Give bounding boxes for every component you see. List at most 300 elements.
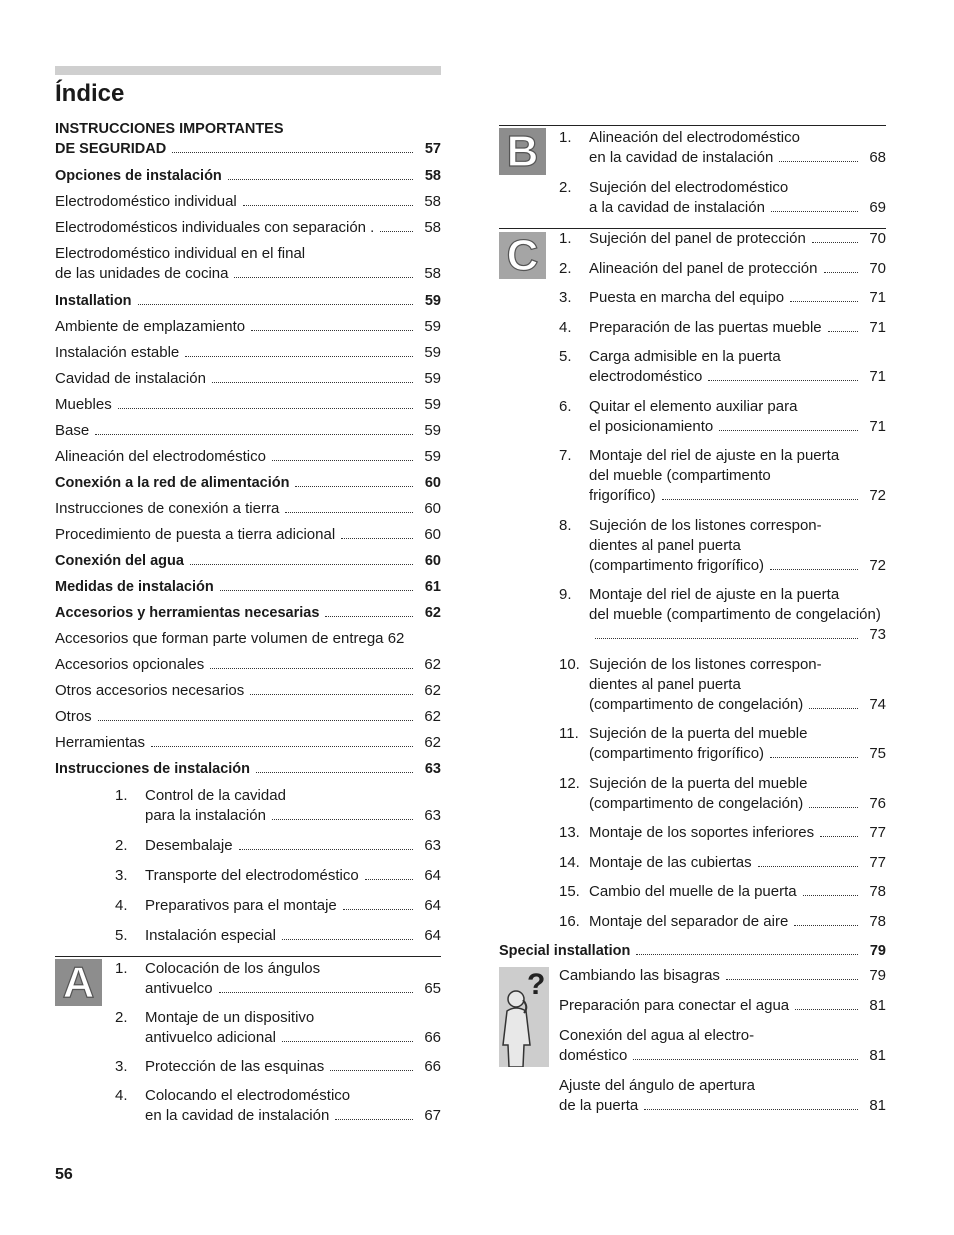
dot-leader <box>330 1070 413 1071</box>
entry-page: 68 <box>869 149 886 166</box>
block-c-step <box>559 229 886 249</box>
block-c-steps <box>559 229 886 932</box>
entry-page: 74 <box>869 695 886 713</box>
entry-text: Instalación especial <box>145 927 276 944</box>
entry-text: Herramientas <box>55 734 146 751</box>
block-c-step <box>559 912 886 932</box>
entry-line <box>55 473 441 493</box>
entry-line <box>55 218 441 238</box>
entry-text: Montaje de las cubiertas <box>589 853 752 871</box>
entry-page: 59 <box>424 293 441 309</box>
dot-leader <box>828 331 858 332</box>
toc-entry <box>55 681 441 701</box>
install-step <box>115 866 441 886</box>
entry-text: Conexión del agua al electro- <box>559 1027 755 1044</box>
entry-line <box>589 794 886 814</box>
entry-page: 62 <box>424 605 441 621</box>
special-entry <box>559 996 886 1016</box>
entry-line <box>55 551 441 571</box>
block-c-step <box>559 397 886 437</box>
entry-text: Accesorios y herramientas necesarias <box>55 605 320 621</box>
entry-line <box>589 744 886 764</box>
entry-text: Colocando el electrodoméstico <box>145 1087 351 1104</box>
entry-page: 60 <box>424 526 441 543</box>
block-b-section <box>499 125 886 218</box>
entry-line <box>55 317 441 337</box>
special-entry <box>559 1026 886 1066</box>
entry-text: antivuelco <box>145 980 213 997</box>
entry-text: Instrucciones de conexión a tierra <box>55 500 280 517</box>
entry-line <box>55 655 441 675</box>
entry-line <box>559 966 886 986</box>
dot-leader <box>251 330 413 331</box>
block-c-step <box>559 882 886 902</box>
entry-text: de la puerta <box>559 1097 639 1114</box>
entry-page: 59 <box>424 448 441 465</box>
entry-line <box>55 447 441 467</box>
entry-page: 58 <box>424 219 441 236</box>
entry-page: 72 <box>869 487 886 504</box>
block-c-step <box>559 318 886 338</box>
entry-text: Electrodomésticos individuales con separación . <box>55 219 375 236</box>
entry-text: electrodoméstico <box>589 368 703 385</box>
entry-text: Accesorios que forman parte volumen de entrega 62 <box>55 630 405 647</box>
entry-text: Preparación para conectar el agua <box>559 997 790 1014</box>
entry-text: Alineación del panel de protección <box>589 259 818 277</box>
entry-line <box>145 1057 441 1077</box>
entry-line <box>589 625 886 645</box>
entry-page: 70 <box>869 230 886 247</box>
block-b-steps <box>559 128 886 218</box>
entry-text: DE SEGURIDAD <box>55 141 167 157</box>
entry-line <box>589 486 886 506</box>
entry-page: 72 <box>869 556 886 574</box>
dot-leader <box>295 486 413 487</box>
toc-section <box>55 603 441 623</box>
entry-line <box>145 836 441 856</box>
block-c-step <box>559 655 886 715</box>
toc-section <box>55 473 441 493</box>
entry-text: Puesta en marcha del equipo <box>589 289 785 306</box>
toc-section <box>55 291 441 311</box>
dot-leader <box>595 638 858 639</box>
entry-number: 1. <box>115 960 128 977</box>
entry-text: Electrodoméstico individual en el final <box>55 245 306 262</box>
entry-number: 4. <box>115 1087 128 1104</box>
entry-line <box>55 733 441 753</box>
toc-section <box>55 759 441 779</box>
entry-line <box>145 896 441 916</box>
entry-text: a la cavidad de instalación <box>589 199 765 216</box>
block-c-step <box>559 774 886 814</box>
entry-number: 1. <box>559 230 572 247</box>
entry-line <box>589 853 886 873</box>
toc-entry <box>55 421 441 441</box>
block-b-step <box>559 128 886 168</box>
toc-entry <box>55 707 441 727</box>
entry-text: Sujeción de los listones correspon- <box>589 655 822 673</box>
dot-leader <box>812 242 858 243</box>
entry-text: dientes al panel puerta <box>589 675 741 693</box>
toc-entry <box>55 369 441 389</box>
entry-number: 8. <box>559 516 572 534</box>
entry-line <box>589 695 886 715</box>
dot-leader <box>380 231 413 232</box>
help-person-icon <box>499 967 549 1067</box>
block-c-section <box>499 228 886 932</box>
entry-page: 64 <box>424 897 441 914</box>
dot-leader <box>151 746 413 747</box>
dot-leader <box>771 211 858 212</box>
dot-leader <box>220 590 413 591</box>
block-b-badge: B <box>499 128 546 175</box>
entry-text: para la instalación <box>145 807 266 824</box>
dot-leader <box>794 925 858 926</box>
block-c-step <box>559 347 886 387</box>
dot-leader <box>662 499 858 500</box>
block-c-step <box>559 259 886 279</box>
entry-line <box>589 556 886 576</box>
entry-line <box>55 707 441 727</box>
entry-page: 75 <box>869 745 886 762</box>
entry-text: Alineación del electrodoméstico <box>55 448 266 465</box>
entry-page: 58 <box>424 265 441 282</box>
dot-leader <box>719 430 858 431</box>
dot-leader <box>185 356 413 357</box>
entry-line <box>55 395 441 415</box>
page-title: Índice <box>55 80 125 107</box>
entry-page: 71 <box>869 368 886 385</box>
entry-text: Protección de las esquinas <box>145 1058 325 1075</box>
entry-page: 58 <box>424 193 441 210</box>
entry-text: Opciones de instalación <box>55 168 222 184</box>
entry-page: 73 <box>869 626 886 643</box>
entry-number: 16. <box>559 912 580 930</box>
dot-leader <box>172 152 413 153</box>
dot-leader <box>758 866 858 867</box>
entry-text: Installation <box>55 293 132 309</box>
entry-text: Carga admisible en la puerta <box>589 348 781 365</box>
entry-text: Procedimiento de puesta a tierra adicional <box>55 526 336 543</box>
entry-line <box>145 1106 441 1126</box>
dot-leader <box>790 301 858 302</box>
entry-text: Cavidad de instalación <box>55 370 206 387</box>
entry-page: 71 <box>869 417 886 435</box>
dot-leader <box>770 569 858 570</box>
entry-line <box>55 166 441 186</box>
entry-page: 66 <box>424 1029 441 1046</box>
dot-leader <box>243 205 413 206</box>
entry-page: 81 <box>869 1047 886 1064</box>
dot-leader <box>335 1119 413 1120</box>
entry-text: Base <box>55 422 90 439</box>
block-a-section <box>55 956 441 1126</box>
dot-leader <box>212 382 413 383</box>
dot-leader <box>770 757 858 758</box>
special-installation-entries <box>559 966 886 1116</box>
toc-left-entries <box>55 119 441 779</box>
entry-text: Desembalaje <box>145 837 233 854</box>
toc-section <box>55 577 441 597</box>
block-c-step <box>559 446 886 506</box>
entry-number: 3. <box>115 867 128 884</box>
dot-leader <box>239 849 413 850</box>
entry-line <box>55 759 441 779</box>
entry-line <box>55 264 441 284</box>
toc-right-column <box>499 125 886 1126</box>
entry-line <box>589 229 886 249</box>
toc-entry <box>55 192 441 212</box>
entry-page: 58 <box>424 168 441 184</box>
entry-page: 62 <box>424 656 441 673</box>
dot-leader <box>256 772 413 773</box>
entry-number: 5. <box>115 927 128 944</box>
entry-page: 76 <box>869 794 886 812</box>
toc-entry <box>55 343 441 363</box>
entry-text: Sujeción de la puerta del mueble <box>589 725 808 742</box>
entry-text: de las unidades de cocina <box>55 265 229 282</box>
entry-line <box>55 603 441 623</box>
block-a-steps <box>115 959 441 1126</box>
entry-page: 60 <box>424 475 441 491</box>
entry-page: 69 <box>869 199 886 216</box>
dot-leader <box>228 179 413 180</box>
toc-entry <box>55 629 441 649</box>
dot-leader <box>644 1109 858 1110</box>
entry-line <box>145 1028 441 1048</box>
entry-page: 59 <box>424 318 441 335</box>
entry-page: 78 <box>869 912 886 930</box>
block-a-step <box>115 1086 441 1126</box>
toc-section <box>55 166 441 186</box>
entry-number: 2. <box>559 259 572 277</box>
entry-line <box>559 1096 886 1116</box>
entry-page: 63 <box>424 837 441 854</box>
entry-number: 1. <box>115 787 128 804</box>
entry-line <box>589 367 886 387</box>
dot-leader <box>809 807 858 808</box>
dot-leader <box>365 879 413 880</box>
entry-text: Sujeción del electrodoméstico <box>589 179 789 196</box>
entry-line <box>589 318 886 338</box>
entry-text: el posicionamiento <box>589 417 714 435</box>
toc-entry <box>55 218 441 238</box>
entry-line <box>589 417 886 437</box>
entry-text: del mueble (compartimento de congelación) <box>589 606 881 623</box>
entry-text: antivuelco adicional <box>145 1029 276 1046</box>
entry-page: 71 <box>869 289 886 306</box>
entry-number: 14. <box>559 853 580 871</box>
dot-leader <box>282 1041 413 1042</box>
entry-text: Instalación estable <box>55 344 180 361</box>
header-rule <box>55 66 441 75</box>
entry-text: Conexión del agua <box>55 553 184 569</box>
entry-text: (compartimento frigorífico) <box>589 556 765 574</box>
entry-page: 57 <box>424 141 441 157</box>
entry-page: 59 <box>424 344 441 361</box>
entry-page: 66 <box>424 1058 441 1075</box>
page-number: 56 <box>55 1166 73 1183</box>
entry-page: 62 <box>424 734 441 751</box>
install-step <box>115 896 441 916</box>
toc-entry <box>55 499 441 519</box>
entry-text: Otros accesorios necesarios <box>55 682 245 699</box>
toc-entry <box>55 317 441 337</box>
dot-leader <box>809 708 858 709</box>
block-a-step <box>115 1008 441 1048</box>
dot-leader <box>325 616 413 617</box>
dot-leader <box>633 1059 858 1060</box>
dot-leader <box>272 819 413 820</box>
entry-number: 4. <box>559 318 572 336</box>
entry-text: en la cavidad de instalación <box>145 1107 330 1124</box>
dot-leader <box>341 538 413 539</box>
entry-line <box>559 1046 886 1066</box>
install-steps <box>115 786 441 946</box>
entry-text: Montaje del riel de ajuste en la puerta <box>589 447 840 464</box>
entry-page: 62 <box>424 708 441 725</box>
dot-leader <box>190 564 413 565</box>
entry-page: 63 <box>424 761 441 777</box>
dot-leader <box>250 694 413 695</box>
entry-text: Quitar el elemento auxiliar para <box>589 397 798 415</box>
toc-entry <box>55 525 441 545</box>
dot-leader <box>95 434 413 435</box>
entry-page: 61 <box>424 579 441 595</box>
entry-line <box>145 806 441 826</box>
entry-page: 59 <box>424 422 441 439</box>
entry-text: Ajuste del ángulo de apertura <box>559 1077 755 1094</box>
entry-text: en la cavidad de instalación <box>589 149 774 166</box>
entry-page: 79 <box>869 967 886 984</box>
block-a-badge: A <box>55 959 102 1006</box>
entry-number: 5. <box>559 348 572 365</box>
entry-text: doméstico <box>559 1047 628 1064</box>
entry-text: Sujeción de los listones correspon- <box>589 516 822 534</box>
entry-text: frigorífico) <box>589 487 656 504</box>
entry-page: 67 <box>424 1107 441 1124</box>
entry-text: del mueble (compartimento <box>589 467 771 484</box>
entry-page: 71 <box>869 318 886 336</box>
svg-text:?: ? <box>527 968 546 1001</box>
entry-text: Cambio del muelle de la puerta <box>589 883 797 900</box>
entry-line <box>55 343 441 363</box>
entry-text: INSTRUCCIONES IMPORTANTES <box>55 121 284 137</box>
entry-text: Otros <box>55 708 92 725</box>
entry-line <box>55 139 441 159</box>
entry-number: 9. <box>559 586 572 603</box>
install-step <box>115 836 441 856</box>
entry-page: 81 <box>869 1097 886 1114</box>
entry-text: (compartimento frigorífico) <box>589 745 765 762</box>
entry-number: 2. <box>115 837 128 854</box>
toc-entry <box>55 447 441 467</box>
entry-line <box>559 996 886 1016</box>
block-c-step <box>559 823 886 843</box>
dot-leader <box>285 512 413 513</box>
entry-text: (compartimento de congelación) <box>589 695 804 713</box>
entry-number: 11. <box>559 725 579 742</box>
entry-text: Sujeción de la puerta del mueble <box>589 774 808 792</box>
entry-line <box>589 823 886 843</box>
block-c-step <box>559 585 886 645</box>
entry-text: Alineación del electrodoméstico <box>589 129 800 146</box>
entry-text: Medidas de instalación <box>55 579 214 595</box>
entry-line <box>589 148 886 168</box>
entry-page: 63 <box>424 807 441 824</box>
entry-text: Cambiando las bisagras <box>559 967 720 984</box>
toc-section <box>55 551 441 571</box>
entry-line <box>55 525 441 545</box>
entry-number: 12. <box>559 774 580 792</box>
entry-number: 1. <box>559 129 572 146</box>
dot-leader <box>824 272 859 273</box>
entry-page: 65 <box>424 980 441 997</box>
entry-page: 59 <box>424 370 441 387</box>
entry-number: 13. <box>559 824 580 841</box>
block-c-step <box>559 724 886 764</box>
entry-line <box>55 369 441 389</box>
entry-text: Control de la cavidad <box>145 787 286 804</box>
entry-text: Instrucciones de instalación <box>55 761 250 777</box>
toc-entry <box>55 395 441 415</box>
entry-text: dientes al panel puerta <box>589 536 741 554</box>
dot-leader <box>234 277 413 278</box>
entry-number: 3. <box>115 1058 128 1075</box>
entry-text: Preparativos para el montaje <box>145 897 337 914</box>
dot-leader <box>820 836 858 837</box>
dot-leader <box>803 895 858 896</box>
entry-page: 77 <box>869 824 886 841</box>
entry-line <box>55 421 441 441</box>
entry-line <box>589 882 886 902</box>
special-installation-heading: Special installation 79 <box>499 943 886 959</box>
entry-page: 60 <box>424 500 441 517</box>
special-entry <box>559 966 886 986</box>
entry-number: 10. <box>559 655 580 673</box>
entry-number: 7. <box>559 447 572 464</box>
entry-line <box>55 629 441 649</box>
toc-entry <box>55 733 441 753</box>
dot-leader <box>272 460 413 461</box>
entry-text: Electrodoméstico individual <box>55 193 237 210</box>
entry-page: 70 <box>869 259 886 277</box>
entry-text: Montaje del riel de ajuste en la puerta <box>589 586 840 603</box>
entry-text: Preparación de las puertas mueble <box>589 318 822 336</box>
entry-page: 59 <box>424 396 441 413</box>
entry-line <box>145 866 441 886</box>
entry-number: 6. <box>559 397 572 415</box>
entry-text: Sujeción del panel de protección <box>589 230 806 247</box>
entry-line <box>145 979 441 999</box>
block-c-step <box>559 288 886 308</box>
entry-number: 15. <box>559 883 580 900</box>
toc-entry <box>55 655 441 675</box>
entry-line <box>55 192 441 212</box>
toc-section <box>55 119 441 159</box>
dot-leader <box>282 939 413 940</box>
block-c-step <box>559 853 886 873</box>
entry-text: Montaje del separador de aire <box>589 912 789 930</box>
entry-line <box>589 288 886 308</box>
entry-text: Montaje de un dispositivo <box>145 1009 315 1026</box>
toc-entry <box>55 244 441 284</box>
block-b-step <box>559 178 886 218</box>
dot-leader <box>343 909 413 910</box>
entry-text: Montaje de los soportes inferiores <box>589 824 815 841</box>
entry-page: 81 <box>869 997 886 1014</box>
entry-line <box>589 198 886 218</box>
